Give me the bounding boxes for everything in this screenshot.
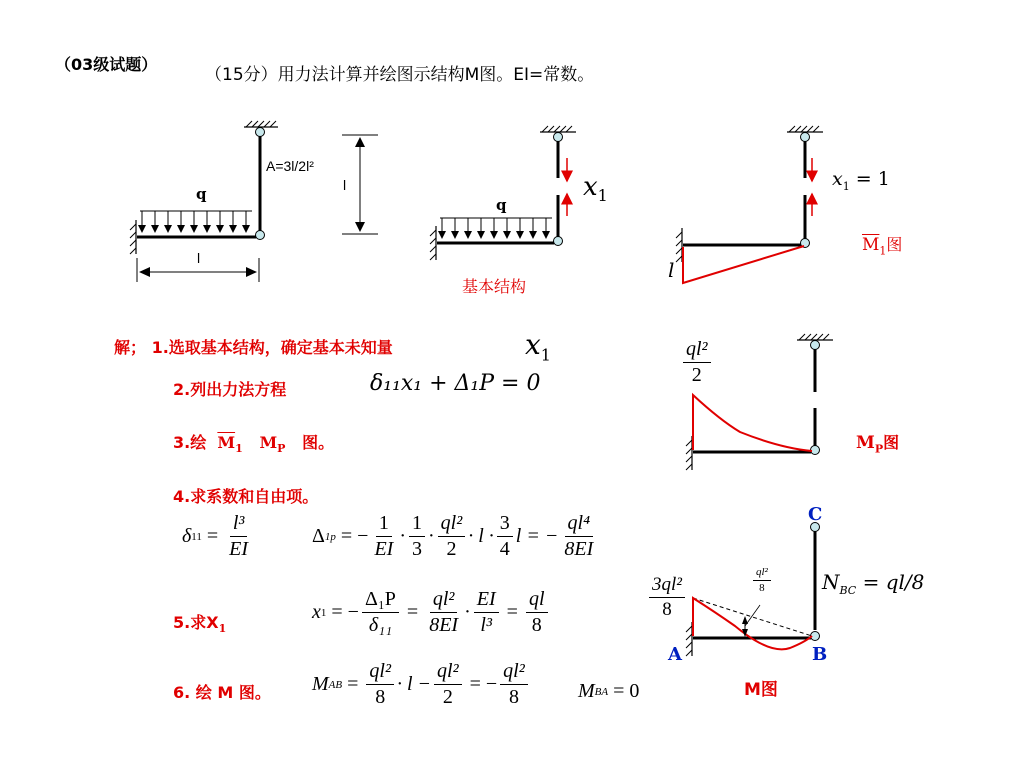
- m-mid-ordinate: $\frac{\text{ql²}}{8}$: [750, 566, 774, 594]
- basic-unknown-label: $x_1$: [583, 172, 608, 206]
- step-1: 解； 1.选取基本结构，确定基本未知量: [114, 338, 393, 357]
- mab-formula: M AB = $\frac{\text{ql²}}{8}$ · l − $\frac{\text{ql²}}{2}$ = − $\frac{\text{ql²}}{8}$: [312, 660, 531, 709]
- delta11-formula: δ 11 = $\frac{\text{l³}}{EI}$: [182, 512, 249, 560]
- x1-formula: x 1 = − $\frac{\text{Δ₁P}}{\text{δ₁₁}}$ = $\frac{\text{ql²}}{8EI}$ · $\frac{EI}{\text{l³}}$ = $\frac{ql}{8}$: [312, 588, 551, 637]
- problem-statement: （15分）用力法计算并绘图示结构M图。EI=常数。: [205, 65, 595, 85]
- delta1p-formula: Δ 1p = − $\frac{1}{EI}$ · $\frac{1}{3}$ · $\frac{\text{ql²}}{2}$ · l · $\frac{3}{4}$ l = − $\frac{\text{ql⁴}}{8EI}$: [312, 512, 594, 560]
- step-6: 6. 绘 M 图。: [173, 683, 271, 702]
- exam-tag: （03级试题）: [55, 55, 158, 74]
- span-label: l: [197, 250, 201, 266]
- step-3: 3.绘 $\overline{M}_1$ $M_P$ 图。: [173, 433, 335, 456]
- area-label: A=3l/2l²: [266, 158, 314, 174]
- m1-diagram: [676, 126, 823, 283]
- load-q-label: q: [196, 185, 207, 203]
- m-left-ordinate: $\frac{\text{3ql²}}{8}$: [646, 574, 688, 621]
- basic-structure-caption: 基本结构: [462, 277, 527, 296]
- height-label: l: [343, 177, 347, 193]
- step-4: 4.求系数和自由项。: [173, 487, 319, 506]
- node-a-label: A: [668, 644, 682, 665]
- m-caption: M图: [744, 680, 778, 700]
- m1-caption: $\overline{M}_1$图: [862, 235, 903, 258]
- mba-formula: M BA = 0: [578, 680, 640, 702]
- basic-structure: [430, 126, 576, 260]
- mp-caption: $M_P$图: [856, 433, 900, 456]
- step-1-unknown: $x_1$: [525, 328, 551, 365]
- axial-force-label: $N_{BC} = ql/8$: [822, 570, 925, 597]
- mp-ordinate-label: $\frac{\text{ql²}}{2}$: [680, 338, 714, 387]
- step-5: 5.求$X_1$: [173, 613, 227, 636]
- force-method-equation: δ₁₁x₁ + Δ₁P = 0: [370, 371, 541, 396]
- original-structure: [130, 121, 378, 282]
- step-2: 2.列出力法方程: [173, 380, 287, 399]
- m1-unit-label: $x_1 = 1$: [832, 168, 890, 193]
- basic-load-q-label: q: [496, 196, 507, 214]
- node-c-label: C: [808, 504, 823, 525]
- node-b-label: B: [812, 644, 828, 665]
- m1-ordinate-label: l: [668, 258, 675, 282]
